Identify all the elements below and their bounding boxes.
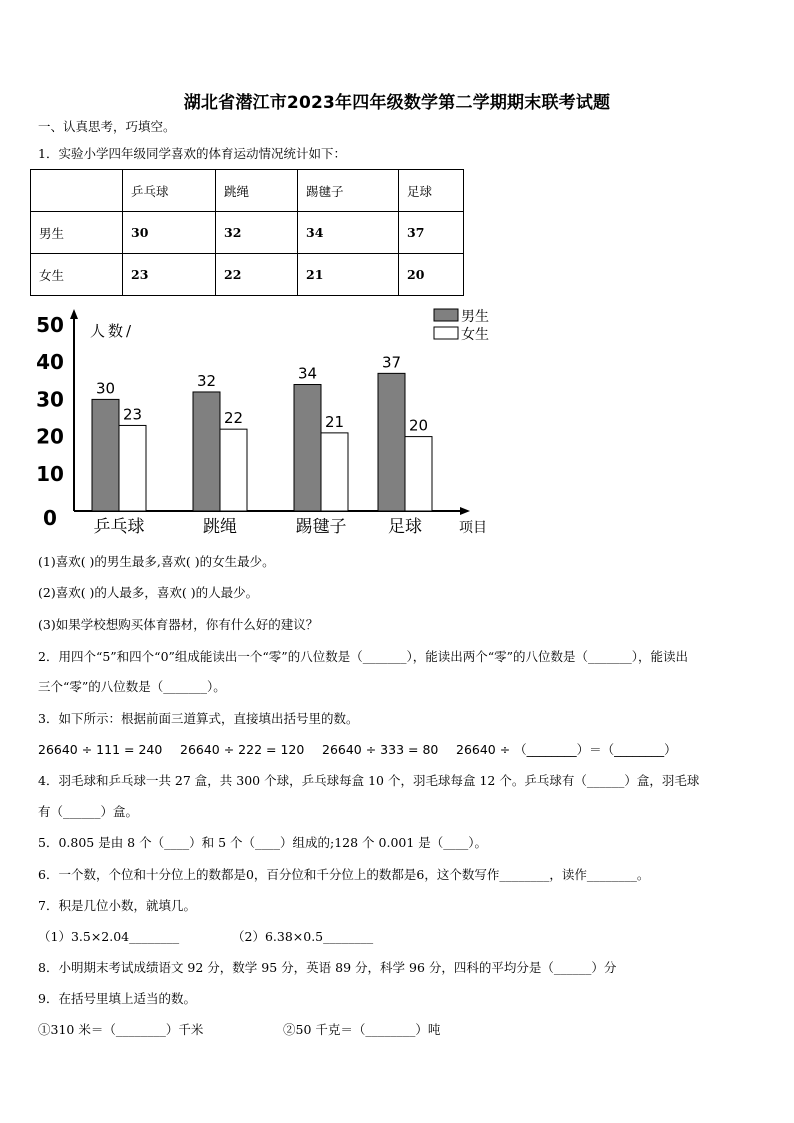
question-7-part-1: （1）3.5×2.04________ <box>38 929 180 944</box>
question-9-part-1: ①310 米＝（________）千米 <box>38 1022 204 1037</box>
bar-value-label: 23 <box>122 405 143 424</box>
y-tick-label: 0 <box>43 506 57 530</box>
bar-girls <box>405 437 432 511</box>
row-label: 女生 <box>31 254 123 296</box>
legend-label: 男生 <box>461 309 489 325</box>
stats-table <box>30 169 464 296</box>
legend-swatch <box>434 327 458 339</box>
bar-boys <box>378 373 405 511</box>
table-header-cell: 乒乓球 <box>123 170 216 212</box>
table-header-cell: 足球 <box>399 170 464 212</box>
x-axis-label: 项目 <box>459 520 487 536</box>
bar-value-label: 32 <box>196 371 217 390</box>
y-axis-label: 人数/ <box>90 322 135 340</box>
bar-boys <box>294 385 321 511</box>
y-tick-label: 50 <box>36 313 64 337</box>
section-heading: 一、认真思考，巧填空。 <box>38 119 176 134</box>
equation-3: 26640 ÷ 333 = 80 <box>322 742 439 757</box>
equation-2: 26640 ÷ 222 = 120 <box>180 742 305 757</box>
bar-value-label: 30 <box>95 379 116 398</box>
question-4-line-2: 有（______）盒。 <box>38 804 139 819</box>
bar-value-label: 37 <box>381 353 402 372</box>
y-tick-label: 40 <box>36 350 64 375</box>
question-1-text: 1．实验小学四年级同学喜欢的体育运动情况统计如下： <box>38 146 346 161</box>
table-header-cell: 踢毽子 <box>298 170 399 212</box>
question-8: 8．小明期末考试成绩语文 92 分，数学 95 分，英语 89 分，科学 96 分，四科的平均分是（______）分 <box>38 960 617 975</box>
bar-value-label: 21 <box>324 412 345 431</box>
bar-girls <box>321 433 348 511</box>
equation-1: 26640 ÷ 111 = 240 <box>38 742 163 757</box>
question-2-line-2: 三个“零”的八位数是（_______）。 <box>38 679 226 694</box>
table-cell: 22 <box>216 254 298 296</box>
table-cell: 21 <box>298 254 399 296</box>
bar-girls <box>119 425 146 511</box>
question-9-part-2: ②50 千克＝（________）吨 <box>283 1022 441 1037</box>
legend-swatch <box>434 309 458 321</box>
question-6: 6．一个数，个位和十分位上的数都是0，百分位和千分位上的数都是6，这个数写作________，读作________。 <box>38 867 650 882</box>
table-header-cell: 跳绳 <box>216 170 298 212</box>
bar-chart <box>30 303 500 543</box>
y-tick-label: 10 <box>36 461 64 486</box>
question-7-part-2: （2）6.38×0.5________ <box>232 929 374 944</box>
table-header-cell <box>31 170 123 212</box>
question-1-sub-2: (2)喜欢( )的人最多，喜欢( )的人最少。 <box>38 585 259 600</box>
row-label: 男生 <box>31 212 123 254</box>
x-axis-arrow <box>460 507 470 515</box>
equation-4: 26640 ÷ （________）＝（________） <box>456 742 677 757</box>
bar-value-label: 20 <box>408 416 429 435</box>
table-cell: 30 <box>123 212 216 254</box>
question-7-text: 7．积是几位小数，就填几。 <box>38 898 196 913</box>
y-axis-arrow <box>70 309 78 319</box>
x-category-label: 乒乓球 <box>93 517 145 537</box>
y-tick-label: 20 <box>36 424 64 449</box>
y-tick-label: 30 <box>36 387 64 412</box>
page-title: 湖北省潜江市2023年四年级数学第二学期期末联考试题 <box>183 93 611 113</box>
bar-boys <box>92 399 119 511</box>
x-category-label: 足球 <box>388 517 422 537</box>
question-5: 5．0.805 是由 8 个（____）和 5 个（____）组成的;128 个 0.001 是（____）。 <box>38 835 488 850</box>
question-4-line-1: 4．羽毛球和乒乓球一共 27 盒，共 300 个球，乒乓球每盒 10 个，羽毛球每盒 12 个。乒乓球有（______）盒，羽毛球 <box>38 773 700 788</box>
bar-boys <box>193 392 220 511</box>
question-1-sub-3: (3)如果学校想购买体育器材，你有什么好的建议？ <box>38 617 319 632</box>
table-row <box>31 254 464 296</box>
question-3-text: 3．如下所示：根据前面三道算式，直接填出括号里的数。 <box>38 711 359 726</box>
bar-value-label: 34 <box>297 364 318 383</box>
legend-label: 女生 <box>461 327 489 343</box>
question-9-text: 9．在括号里填上适当的数。 <box>38 991 196 1006</box>
table-cell: 23 <box>123 254 216 296</box>
bar-girls <box>220 429 247 511</box>
x-category-label: 踢毽子 <box>295 517 347 537</box>
question-1-sub-1: (1)喜欢( )的男生最多,喜欢( )的女生最少。 <box>38 554 275 569</box>
table-row <box>31 212 464 254</box>
question-2-line-1: 2．用四个“5”和四个“0”组成能读出一个“零”的八位数是（_______），能读出两个“零”的八位数是（_______），能读出 <box>38 649 688 664</box>
bar-value-label: 22 <box>223 409 244 428</box>
table-cell: 20 <box>399 254 464 296</box>
table-cell: 37 <box>399 212 464 254</box>
table-header-row <box>31 170 464 212</box>
table-cell: 34 <box>298 212 399 254</box>
x-category-label: 跳绳 <box>203 517 237 537</box>
table-cell: 32 <box>216 212 298 254</box>
